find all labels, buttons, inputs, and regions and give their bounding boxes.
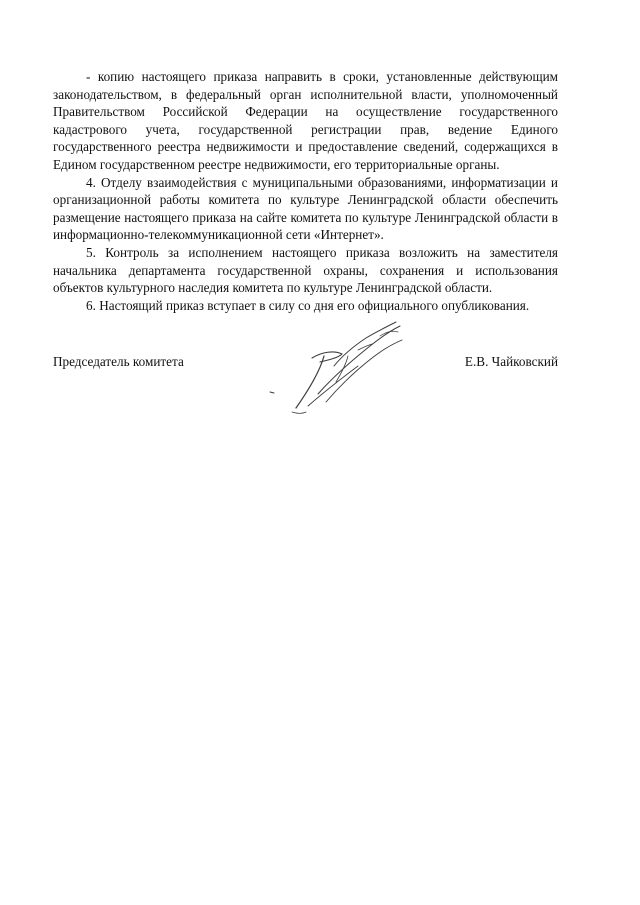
document-body (53, 68, 558, 314)
signatory-name: Е.В. Чайковский (464, 354, 558, 369)
paragraph-6-effective-date: 6. Настоящий приказ вступает в силу со дня его официального опубликования. (86, 297, 530, 313)
paragraph-5-control: 5. Контроль за исполнением настоящего приказа возложить на заместителя начальника департамента государственной охраны, сохранения и использования объектов культурного наследия комитета по культуре Ленинградской области. (53, 244, 558, 296)
signatory-position: Председатель комитета (53, 354, 184, 369)
paragraph-4-publication: 4. Отделу взаимодействия с муниципальными образованиями, информатизации и организационной работы комитета по культуре Ленинградской области обеспечить размещение настоящего приказа на сайте комитета по культуре Ленинградской области в информационно-телекоммуникационной сети «Интернет». (53, 174, 558, 243)
paragraph-cadastral-copy: - копию настоящего приказа направить в сроки, установленные действующим законодательством, в федеральный орган исполнительной власти, уполномоченный Правительством Российской Федерации на осуществление государственного кадастрового учета, государственной регистрации прав, ведение Единого государственного реестра недвижимости и предоставление сведений, содержащихся в Едином государственном реестре недвижимости, его территориальные органы. (53, 69, 558, 172)
signature-block (53, 353, 558, 373)
